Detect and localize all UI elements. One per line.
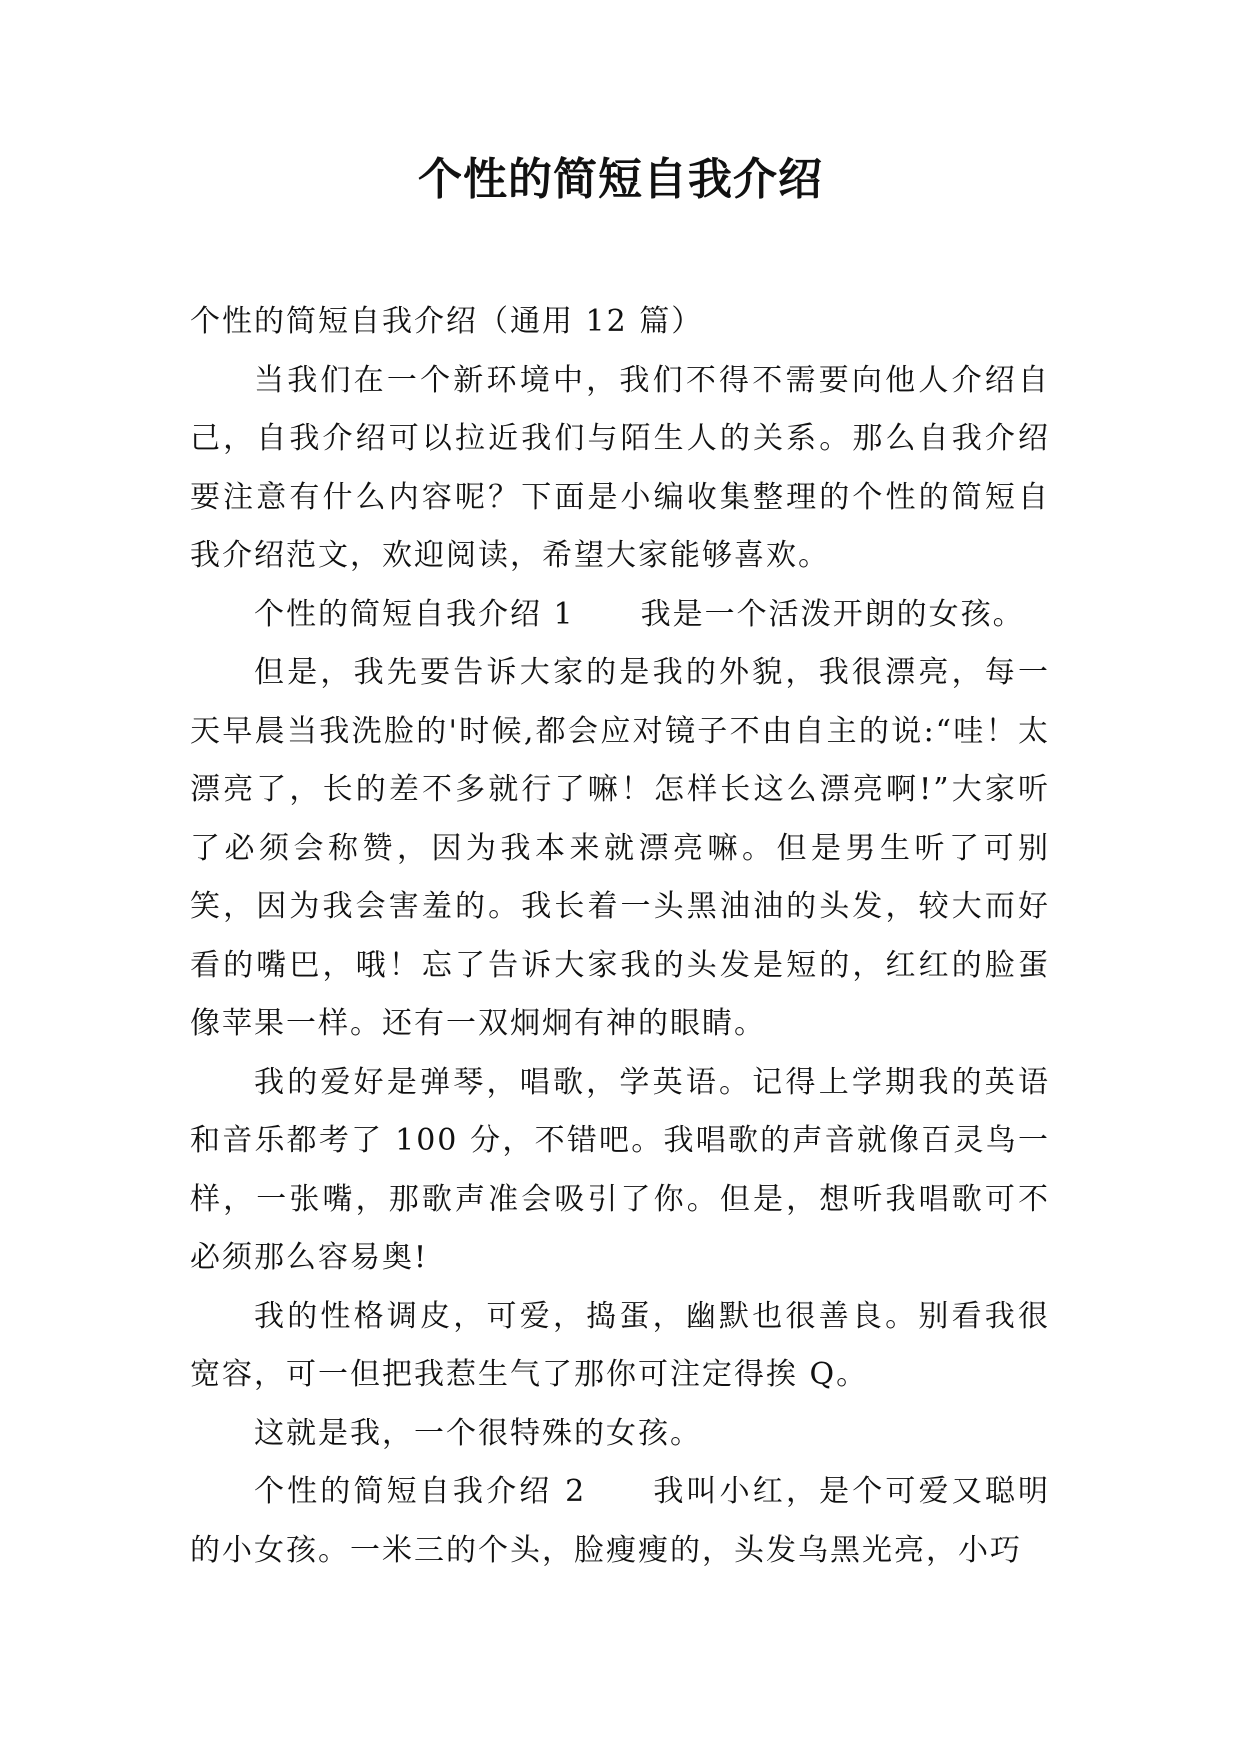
section-1-paragraph: 但是，我先要告诉大家的是我的外貌，我很漂亮，每一天早晨当我洗脸的'时候,都会应对镜子不由自主的说:“哇！太漂亮了，长的差不多就行了嘛！怎样长这么漂亮啊!”大家听了必须会称赞，因为我本来就漂亮嘛。但是男生听了可别笑，因为我会害羞的。我长着一头黑油油的头发，较大而好看的嘴巴，哦！忘了告诉大家我的头发是短的，红红的脸蛋像苹果一样。还有一双炯炯有神的眼睛。 bbox=[190, 655, 1050, 1041]
section-1-lead: 我是一个活泼开朗的女孩。 bbox=[640, 596, 1025, 632]
document-body bbox=[190, 293, 1050, 1580]
intro-paragraph: 当我们在一个新环境中，我们不得不需要向他人介绍自己，自我介绍可以拉近我们与陌生人的关系。那么自我介绍要注意有什么内容呢？下面是小编收集整理的个性的简短自我介绍范文，欢迎阅读，希望大家能够喜欢。 bbox=[190, 362, 1050, 573]
section-1-heading-line bbox=[190, 586, 1050, 645]
section-1-paragraph: 这就是我，一个很特殊的女孩。 bbox=[254, 1415, 702, 1451]
section-1-paragraph: 我的爱好是弹琴，唱歌，学英语。记得上学期我的英语和音乐都考了 100 分，不错吧。我唱歌的声音就像百灵鸟一样，一张嘴，那歌声准会吸引了你。但是，想听我唱歌可不必须那么容易奥! bbox=[190, 1064, 1050, 1275]
document-subtitle: 个性的简短自我介绍（通用 12 篇） bbox=[190, 304, 704, 339]
document-title: 个性的简短自我介绍 bbox=[418, 154, 823, 205]
section-2-heading: 个性的简短自我介绍 2 bbox=[254, 1474, 587, 1509]
section-1-paragraph: 我的性格调皮，可爱，捣蛋，幽默也很善良。别看我很宽容，可一但把我惹生气了那你可注定得挨 Q。 bbox=[190, 1298, 1050, 1392]
section-1-heading: 个性的简短自我介绍 1 bbox=[254, 596, 575, 632]
section-2-heading-line bbox=[190, 1463, 1050, 1580]
section-2-lead: 我叫小红，是个可爱又聪明的小女孩。一米三的个头，脸瘦瘦的，头发乌黑光亮，小巧 bbox=[190, 1474, 1051, 1568]
